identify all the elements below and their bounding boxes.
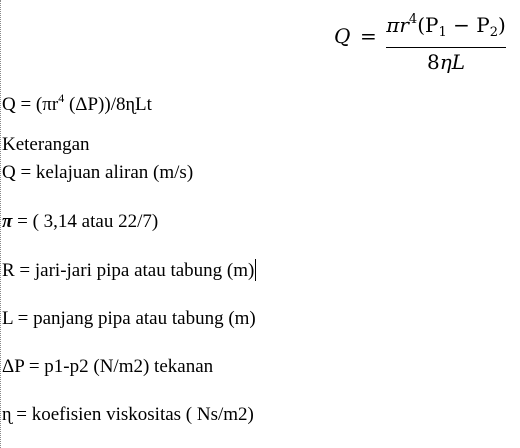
legend-l: L = panjang pipa atau tabung (m)	[2, 308, 256, 329]
formula-numerator	[386, 8, 506, 45]
poiseuille-formula	[334, 8, 514, 74]
inline-formula-start: Q = (πr	[2, 94, 59, 115]
formula-equals: =	[360, 24, 377, 48]
inline-formula-end: (ΔP))/8ɳLt	[64, 94, 152, 115]
pi-description: = ( 3,14 atau 22/7)	[12, 211, 159, 232]
formula-lhs: Q	[334, 24, 351, 48]
denominator-eta-l: ηL	[439, 50, 465, 74]
numerator-open: (P	[417, 13, 439, 37]
legend-r[interactable]	[2, 259, 256, 282]
numerator-close: )	[497, 13, 506, 37]
legend-pi	[2, 211, 158, 233]
numerator-sub1: 1	[438, 25, 447, 40]
legend-heading: Keterangan	[2, 134, 90, 155]
inline-formula	[2, 87, 152, 116]
inline-formula-power: 4	[58, 91, 65, 105]
numerator-power: 4	[408, 12, 418, 27]
numerator-sub2: 2	[489, 25, 498, 40]
numerator-minus: − P	[446, 13, 490, 37]
legend-delta-p: ΔP = p1-p2 (N/m2) tekanan	[2, 356, 214, 377]
numerator-pi-r: πr	[386, 13, 409, 37]
page-margin-line	[0, 0, 1, 448]
fraction-bar	[386, 47, 506, 48]
text-cursor	[255, 259, 256, 281]
legend-q: Q = kelajuan aliran (m/s)	[2, 162, 194, 183]
formula-denominator	[386, 50, 506, 74]
pi-symbol: π	[2, 211, 13, 232]
formula-fraction	[386, 8, 506, 74]
denominator-eight: 8	[427, 50, 440, 74]
legend-r-text: R = jari-jari pipa atau tabung (m)	[2, 260, 255, 281]
legend-eta: ɳ = koefisien viskositas ( Ns/m2)	[2, 404, 254, 425]
